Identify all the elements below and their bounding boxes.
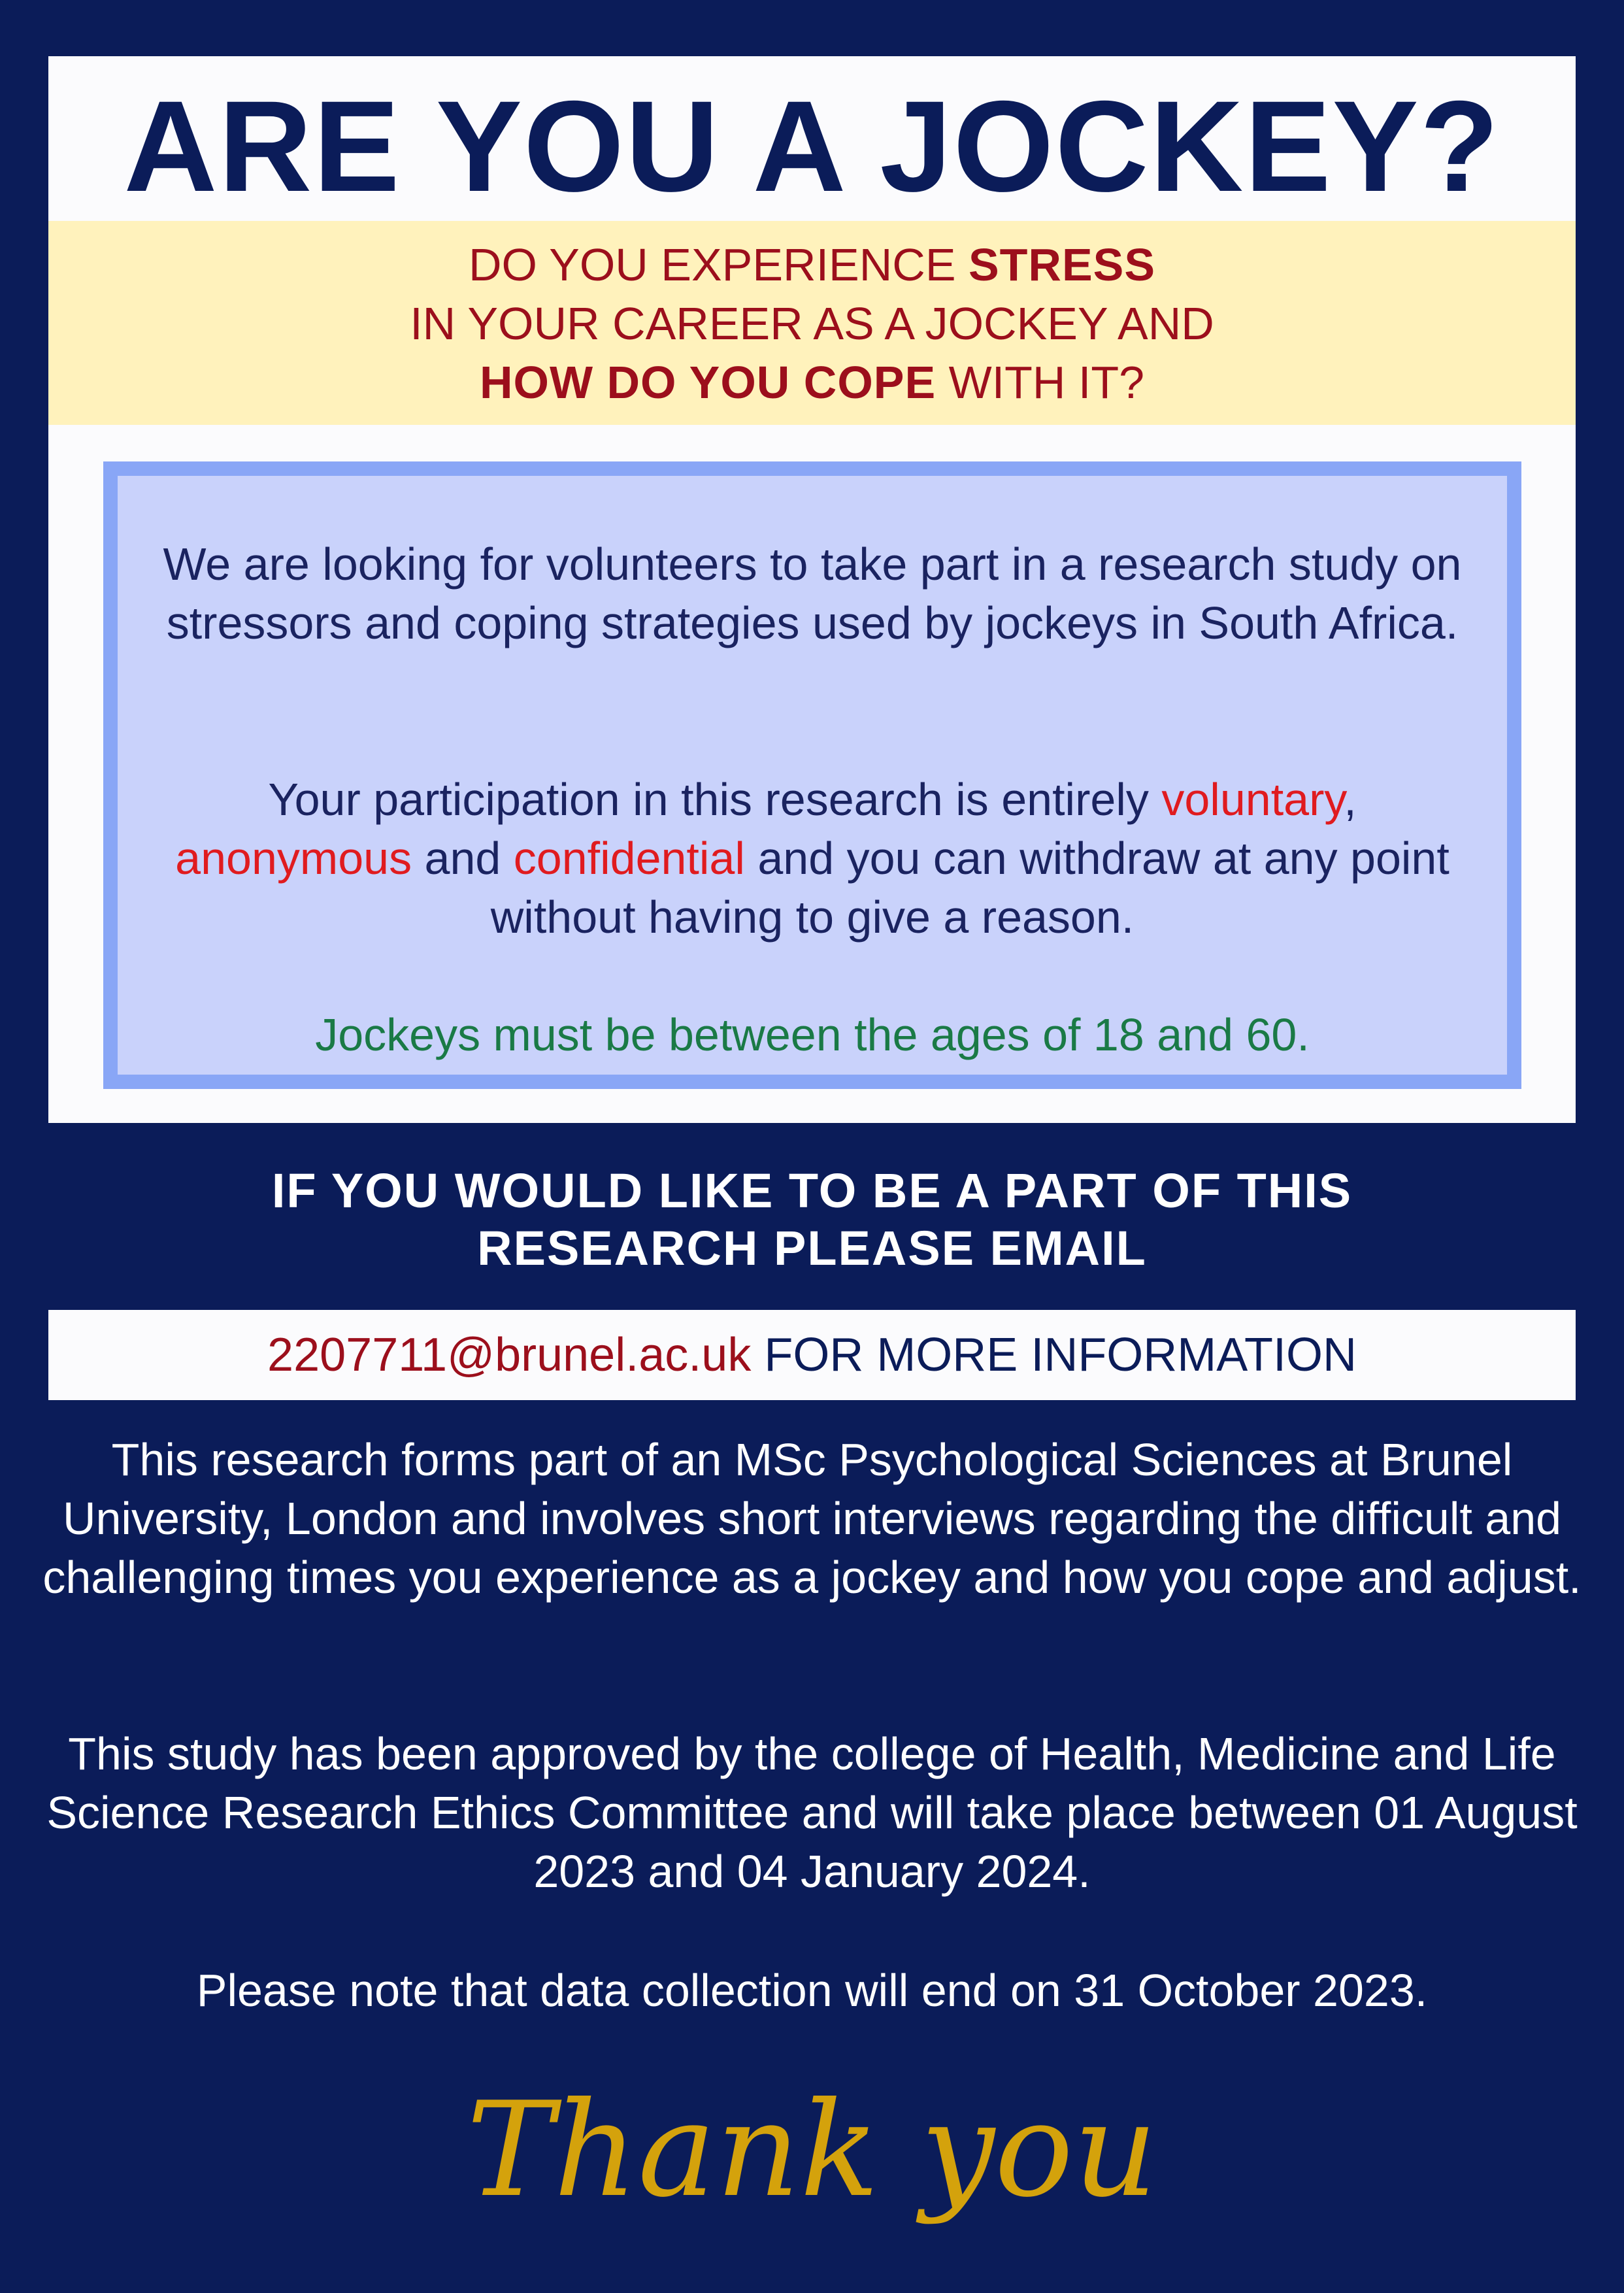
age-requirement: Jockeys must be between the ages of 18 and 60.: [315, 1009, 1310, 1060]
question-line-2: IN YOUR CAREER AS A JOCKEY AND: [410, 298, 1214, 349]
participation-text: and you can withdraw at any point without having to give a reason.: [490, 833, 1450, 943]
question-text: WITH IT?: [936, 357, 1145, 408]
cta-line-2: RESEARCH PLEASE EMAIL: [477, 1221, 1147, 1275]
participation-paragraph: [118, 770, 1507, 946]
cta-line-1: IF YOU WOULD LIKE TO BE A PART OF THIS: [271, 1163, 1353, 1218]
cope-phrase: HOW DO YOU COPE: [479, 357, 936, 408]
collection-deadline: Please note that data collection will end on 31 October 2023.: [196, 1965, 1428, 2016]
confidential-word: confidential: [513, 833, 745, 884]
thank-you-signature: Thank you: [466, 2074, 1158, 2226]
contact-suffix: FOR MORE INFORMATION: [751, 1329, 1357, 1381]
email-link[interactable]: 2207711@brunel.ac.uk: [267, 1329, 752, 1381]
stress-word: STRESS: [968, 239, 1156, 290]
participation-text: and: [412, 833, 514, 884]
question-band: [48, 221, 1576, 425]
participation-text: ,: [1344, 774, 1357, 825]
info-box: [103, 461, 1521, 1089]
question-line-1: [48, 235, 1576, 294]
participation-text: Your participation in this research is entirely: [268, 774, 1162, 825]
ethics-approval: This study has been approved by the college of Health, Medicine and Life Science Research Ethics Committee and will take place between 01 August 2023 and 04 January 2024.: [46, 1728, 1578, 1897]
contact-bar: [48, 1310, 1576, 1400]
headline: ARE YOU A JOCKEY?: [124, 74, 1500, 218]
voluntary-word: voluntary: [1161, 774, 1344, 825]
call-to-action: [0, 1162, 1624, 1277]
question-line-3: [48, 353, 1576, 412]
study-description: This research forms part of an MSc Psychological Sciences at Brunel University, London and involves short interviews regarding the difficult and challenging times you experience as a jockey and how you cope and adjust.: [42, 1434, 1582, 1603]
top-panel: [48, 56, 1576, 1123]
anonymous-word: anonymous: [175, 833, 412, 884]
recruitment-paragraph: We are looking for volunteers to take part in a research study on stressors and coping strategies used by jockeys in South Africa.: [163, 539, 1462, 648]
question-text: DO YOU EXPERIENCE: [468, 239, 969, 290]
